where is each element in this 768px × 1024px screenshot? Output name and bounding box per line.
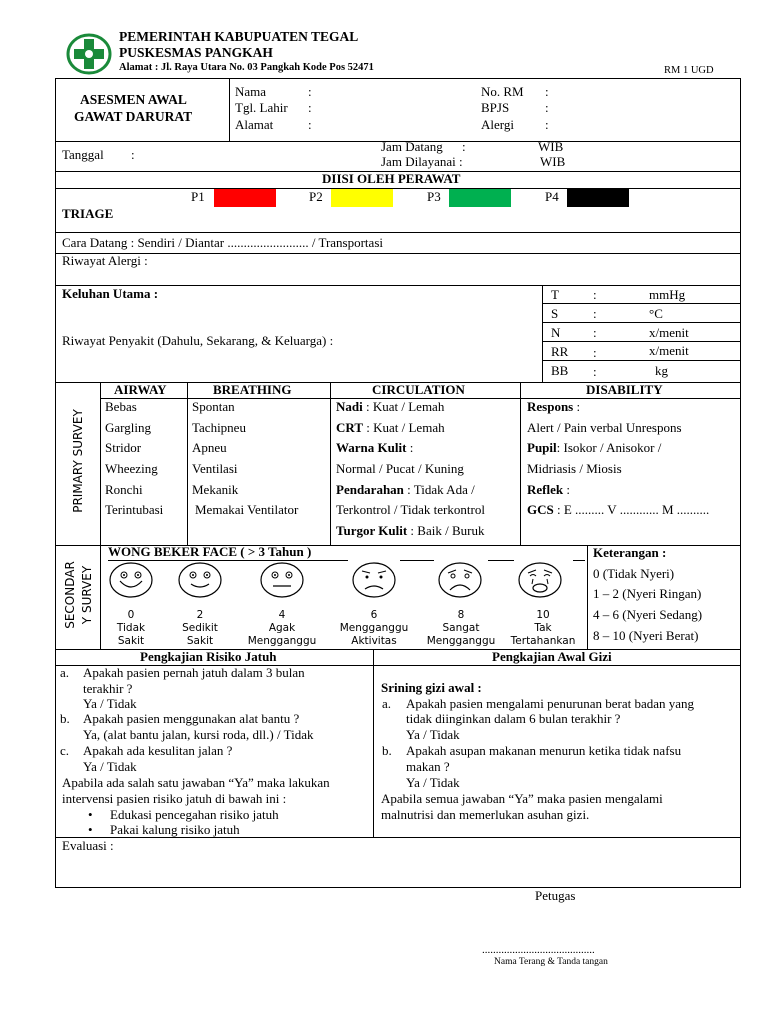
airway-option[interactable]: Terintubasi xyxy=(105,502,164,517)
signature-caption: Nama Terang & Tanda tangan xyxy=(494,957,608,967)
vital-n-label: N xyxy=(551,325,561,340)
face-4-icon xyxy=(259,561,305,599)
reflek-label: Reflek xyxy=(527,482,564,497)
perdarahan-label: Pendarahan xyxy=(336,482,404,497)
label-nama: Nama xyxy=(235,84,267,99)
header-address: Alamat : Jl. Raya Utara No. 03 Pangkah Kode Pos 52471 xyxy=(119,62,374,73)
allergy-history: Riwayat Alergi : xyxy=(62,253,148,268)
fall-note: intervensi pasien risiko jatuh di bawah ini : xyxy=(62,791,287,806)
face-caption: Sakit xyxy=(186,635,214,647)
nutrition-q-text: Apakah asupan makanan menurun ketika tidak nafsu xyxy=(406,743,682,758)
face-10-icon xyxy=(517,561,563,599)
vital-rr-unit: x/menit xyxy=(649,343,689,358)
wib-datang: WIB xyxy=(538,139,564,154)
nutrition-q-answer[interactable]: Ya / Tidak xyxy=(406,727,460,742)
crt-options[interactable]: : Kuat / Lemah xyxy=(366,420,445,435)
form-title-1: ASESMEN AWAL xyxy=(80,92,187,107)
officer-label: Petugas xyxy=(535,888,576,903)
face-caption: Sedikit xyxy=(182,622,218,634)
fall-q-answer[interactable]: Ya / Tidak xyxy=(83,759,137,774)
breathing-option[interactable]: Tachipneu xyxy=(192,420,246,435)
vital-n-unit: x/menit xyxy=(649,325,689,340)
turgor-options[interactable]: : Baik / Buruk xyxy=(410,523,485,538)
fall-q-text: Apakah pasien menggunakan alat bantu ? xyxy=(83,711,300,726)
gcs-options[interactable]: : E ......... V ............ M .......... xyxy=(556,502,710,517)
fall-q-text: Apakah pasien pernah jatuh dalam 3 bulan xyxy=(83,665,305,680)
nutrition-q-answer[interactable]: Ya / Tidak xyxy=(406,775,460,790)
nutrition-q-text: Apakah pasien mengalami penurunan berat badan yang xyxy=(406,696,695,711)
bullet-icon: • xyxy=(88,807,93,822)
triage-p4-swatch[interactable] xyxy=(567,189,629,207)
pupil-label: Pupil xyxy=(527,440,557,455)
colon-tanggal: : xyxy=(131,147,135,162)
header-clinic: PUSKESMAS PANGKAH xyxy=(119,45,273,60)
nurse-section-title: DIISI OLEH PERAWAT xyxy=(322,171,461,186)
triage-label: TRIAGE xyxy=(62,206,114,221)
face-8-icon xyxy=(437,561,483,599)
face-score: 2 xyxy=(196,609,204,621)
triage-p4-label: P4 xyxy=(545,189,559,204)
breathing-option[interactable]: Memakai Ventilator xyxy=(195,502,299,517)
fall-q-text: Apakah ada kesulitan jalan ? xyxy=(83,743,233,758)
header-airway: AIRWAY xyxy=(114,382,167,397)
nutrition-q-letter: a. xyxy=(382,696,392,711)
triage-p2-swatch[interactable] xyxy=(331,189,393,207)
vital-s-label: S xyxy=(551,306,559,321)
vital-n-colon: : xyxy=(593,325,597,340)
vital-bb-label: BB xyxy=(551,363,569,378)
fall-q-letter: c. xyxy=(60,743,70,758)
warna-kulit-label: Warna Kulit xyxy=(336,440,407,455)
form-title-2: GAWAT DARURAT xyxy=(74,109,193,124)
secondary-survey-label-1: SECONDAR xyxy=(63,561,77,629)
triage-p3-swatch[interactable] xyxy=(449,189,511,207)
face-caption: Aktivitas xyxy=(351,635,397,647)
colon-jam-datang: : xyxy=(462,139,466,154)
nutrition-screening-title: Srining gizi awal : xyxy=(381,680,482,695)
vital-s-colon: : xyxy=(593,306,597,321)
label-alergi: Alergi xyxy=(481,117,514,132)
breathing-option[interactable]: Apneu xyxy=(192,440,227,455)
fall-q-text: terakhir ? xyxy=(83,681,133,696)
pain-legend-title: Keterangan : xyxy=(593,545,667,560)
face-score: 4 xyxy=(278,609,286,621)
fall-q-letter: b. xyxy=(60,711,70,726)
nadi-label: Nadi xyxy=(336,399,363,414)
breathing-option[interactable]: Ventilasi xyxy=(192,461,238,476)
airway-option[interactable]: Gargling xyxy=(105,420,151,435)
face-score: 8 xyxy=(457,609,465,621)
clinic-logo xyxy=(66,33,112,75)
nutrition-q-text: makan ? xyxy=(406,759,450,774)
form-code: RM 1 UGD xyxy=(664,65,714,76)
pain-legend-item: 1 – 2 (Nyeri Ringan) xyxy=(593,586,702,601)
vital-t-label: T xyxy=(551,287,559,302)
label-no-rm: No. RM xyxy=(481,84,524,99)
header-circulation: CIRCULATION xyxy=(372,382,465,397)
face-score: 10 xyxy=(536,609,550,621)
nutrition-note: Apabila semua jawaban “Ya” maka pasien mengalami xyxy=(381,791,663,806)
perdarahan-options-2[interactable]: Terkontrol / Tidak terkontrol xyxy=(336,502,485,517)
warna-kulit-colon: : xyxy=(409,440,414,455)
colon-alamat: : xyxy=(308,117,312,132)
nutrition-q-letter: b. xyxy=(382,743,392,758)
label-tanggal: Tanggal xyxy=(62,147,104,162)
vital-s-unit: °C xyxy=(649,306,663,321)
triage-p1-label: P1 xyxy=(191,189,205,204)
vital-bb-colon: : xyxy=(593,364,597,379)
header-gov: PEMERINTAH KABUPUATEN TEGAL xyxy=(119,29,359,44)
gcs-label: GCS xyxy=(527,502,554,517)
airway-option[interactable]: Ronchi xyxy=(105,482,143,497)
vital-rr-colon: : xyxy=(593,345,597,360)
face-caption: Sangat xyxy=(442,622,480,634)
header-disability: DISABILITY xyxy=(586,382,663,397)
arrival-mode: Cara Datang : Sendiri / Diantar ......................... / Transportasi xyxy=(62,235,383,250)
face-caption: Sakit xyxy=(117,635,145,647)
face-caption: Agak xyxy=(268,622,296,634)
colon-tgl: : xyxy=(308,100,312,115)
bullet-icon: • xyxy=(88,822,93,837)
primary-survey-label: PRIMARY SURVEY xyxy=(71,409,85,513)
colon-nama: : xyxy=(308,84,312,99)
secondary-survey-label-2: Y SURVEY xyxy=(80,565,94,625)
face-0-icon xyxy=(108,561,154,599)
airway-option[interactable]: Stridor xyxy=(105,440,142,455)
face-caption: Tak xyxy=(534,622,552,634)
fall-intervention: Pakai kalung risiko jatuh xyxy=(110,822,240,837)
face-caption: Tidak xyxy=(116,622,146,634)
airway-option[interactable]: Bebas xyxy=(105,399,137,414)
face-score: 6 xyxy=(370,609,378,621)
warna-kulit-options[interactable]: Normal / Pucat / Kuning xyxy=(336,461,464,476)
signature-line[interactable]: ......................................... xyxy=(482,944,595,956)
perdarahan-options[interactable]: : Tidak Ada / xyxy=(407,482,475,497)
fall-note: Apabila ada salah satu jawaban “Ya” maka lakukan xyxy=(62,775,330,790)
face-caption: Mengganggu xyxy=(426,635,496,647)
nutrition-note: malnutrisi dan memerlukan asuhan gizi. xyxy=(381,807,590,822)
respons-options[interactable]: Alert / Pain verbal Unrespons xyxy=(527,420,682,435)
fall-risk-title: Pengkajian Risiko Jatuh xyxy=(140,649,277,664)
triage-p2-label: P2 xyxy=(309,189,323,204)
label-bpjs: BPJS xyxy=(481,100,510,115)
header-breathing: BREATHING xyxy=(213,382,292,397)
triage-p3-label: P3 xyxy=(427,189,441,204)
vital-t-unit: mmHg xyxy=(649,287,686,302)
colon-rm: : xyxy=(545,84,549,99)
face-6-icon xyxy=(351,561,397,599)
respons-label: Respons xyxy=(527,399,574,414)
airway-option[interactable]: Wheezing xyxy=(105,461,158,476)
pain-scale-title: WONG BEKER FACE ( > 3 Tahun ) xyxy=(108,544,312,559)
vital-t-colon: : xyxy=(593,287,597,302)
crt-label: CRT xyxy=(336,420,363,435)
turgor-label: Turgor Kulit xyxy=(336,523,408,538)
nadi-options[interactable]: : Kuat / Lemah xyxy=(365,399,445,414)
fall-intervention: Edukasi pencegahan risiko jatuh xyxy=(110,807,279,822)
face-caption: Mengganggu xyxy=(339,622,409,634)
respons-colon: : xyxy=(576,399,581,414)
label-alamat: Alamat xyxy=(235,117,274,132)
pain-legend-item: 4 – 6 (Nyeri Sedang) xyxy=(593,607,703,622)
face-caption: Mengganggu xyxy=(247,635,317,647)
pupil-options-2[interactable]: Midriasis / Miosis xyxy=(527,461,622,476)
pain-legend-item: 8 – 10 (Nyeri Berat) xyxy=(593,628,699,643)
evaluation-label[interactable]: Evaluasi : xyxy=(62,838,114,853)
colon-bpjs: : xyxy=(545,100,549,115)
reflek-colon: : xyxy=(566,482,570,497)
disease-history: Riwayat Penyakit (Dahulu, Sekarang, & Keluarga) : xyxy=(62,333,334,348)
nutrition-title: Pengkajian Awal Gizi xyxy=(492,649,612,664)
fall-q-letter: a. xyxy=(60,665,70,680)
main-complaint: Keluhan Utama : xyxy=(62,286,159,301)
label-jam-dilayani: Jam Dilayanai : xyxy=(381,154,463,169)
pupil-options[interactable]: : Isokor / Anisokor / xyxy=(556,440,662,455)
wib-dilayani: WIB xyxy=(540,154,566,169)
breathing-option[interactable]: Mekanik xyxy=(192,482,239,497)
label-jam-datang: Jam Datang xyxy=(381,139,443,154)
colon-alergi: : xyxy=(545,117,549,132)
face-2-icon xyxy=(177,561,223,599)
breathing-option[interactable]: Spontan xyxy=(192,399,235,414)
fall-q-answer[interactable]: Ya / Tidak xyxy=(83,696,137,711)
nutrition-q-text: tidak diinginkan dalam 6 bulan terakhir ? xyxy=(406,711,621,726)
face-caption: Tertahankan xyxy=(510,635,576,647)
fall-q-answer[interactable]: Ya, (alat bantu jalan, kursi roda, dll.) / Tidak xyxy=(83,727,314,742)
label-tgl-lahir: Tgl. Lahir xyxy=(235,100,288,115)
vital-rr-label: RR xyxy=(551,344,569,359)
face-score: 0 xyxy=(127,609,135,621)
triage-p1-swatch[interactable] xyxy=(214,189,276,207)
vital-bb-unit: kg xyxy=(655,363,668,378)
pain-legend-item: 0 (Tidak Nyeri) xyxy=(593,566,675,581)
